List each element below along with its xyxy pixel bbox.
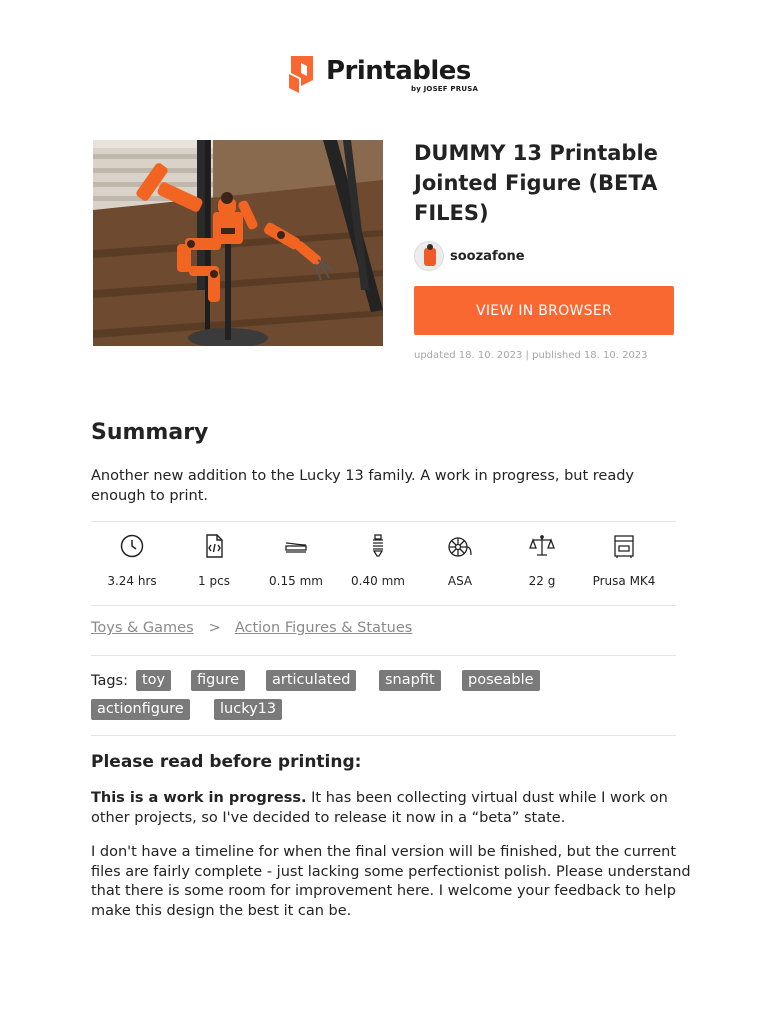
spec-value: 22 g	[528, 574, 556, 588]
action-figure-photo	[93, 140, 383, 346]
printer-icon	[611, 533, 637, 559]
tag-snapfit[interactable]: snapfit	[379, 670, 441, 691]
tag-articulated[interactable]: articulated	[266, 670, 356, 691]
spec-weight	[501, 530, 583, 588]
file-code-icon	[201, 533, 227, 559]
notes-text: It has been collecting virtual dust while I work on other projects, so I've decided to release it now in a “beta” state.	[91, 790, 668, 826]
spec-print-time	[91, 530, 173, 588]
view-in-browser-button[interactable]: VIEW IN BROWSER	[414, 286, 674, 335]
summary-heading: Summary	[91, 420, 209, 445]
divider	[91, 521, 676, 522]
tag-poseable[interactable]: poseable	[462, 670, 540, 691]
scale-icon	[529, 533, 555, 559]
nozzle-icon	[365, 533, 391, 559]
spec-value: 3.24 hrs	[107, 574, 157, 588]
tags-label: Tags:	[91, 673, 128, 689]
summary-text: Another new addition to the Lucky 13 family. A work in progress, but ready enough to print.	[91, 468, 635, 504]
tag-actionfigure[interactable]: actionfigure	[91, 699, 190, 720]
notes-paragraph-1	[91, 789, 691, 828]
tag-lucky13[interactable]: lucky13	[214, 699, 282, 720]
printables-logo[interactable]	[285, 54, 485, 98]
spec-material	[419, 530, 501, 588]
spec-layer-height	[255, 530, 337, 588]
author-name: soozafone	[450, 248, 525, 264]
notes-heading: Please read before printing:	[91, 752, 362, 772]
spec-value: Prusa MK4	[592, 574, 656, 588]
breadcrumb-subcategory-link[interactable]: Action Figures & Statues	[234, 620, 413, 636]
clock-icon	[119, 533, 145, 559]
filament-spool-icon	[447, 533, 473, 559]
notes-paragraph-2: I don't have a timeline for when the final version will be finished, but the current files are fairly complete - just lacking some perfectionist polish. Please understand that there is some room for improvement here. I welcome your feedback to help make this design the best it can be.	[91, 844, 691, 919]
spec-pieces	[173, 530, 255, 588]
spec-value: 1 pcs	[198, 574, 230, 588]
brand-subtitle: by JOSEF PRUSA	[411, 85, 479, 93]
breadcrumb-separator: >	[208, 620, 221, 636]
print-specs	[91, 530, 676, 596]
notes-bold-lead: This is a work in progress.	[91, 790, 307, 806]
brand-name: Printables	[326, 56, 471, 86]
avatar	[414, 241, 444, 271]
spec-value: ASA	[447, 574, 473, 588]
breadcrumb-category-link[interactable]: Toys & Games	[91, 620, 194, 636]
layer-height-icon	[283, 533, 309, 559]
divider	[91, 655, 676, 656]
spec-value: 0.15 mm	[269, 574, 323, 588]
divider	[91, 735, 676, 736]
tag-toy[interactable]: toy	[136, 670, 171, 691]
model-title: DUMMY 13 Printable Jointed Figure (BETA FILES)	[414, 141, 658, 225]
tag-figure[interactable]: figure	[191, 670, 245, 691]
author-link[interactable]	[414, 241, 525, 271]
model-image[interactable]	[93, 140, 383, 346]
breadcrumb	[91, 620, 412, 636]
spec-printer	[583, 530, 665, 588]
spec-nozzle	[337, 530, 419, 588]
printables-logo-icon	[287, 54, 317, 94]
divider	[91, 605, 676, 606]
publish-dates: updated 18. 10. 2023 | published 18. 10. 2023	[414, 350, 648, 361]
spec-value: 0.40 mm	[351, 574, 405, 588]
